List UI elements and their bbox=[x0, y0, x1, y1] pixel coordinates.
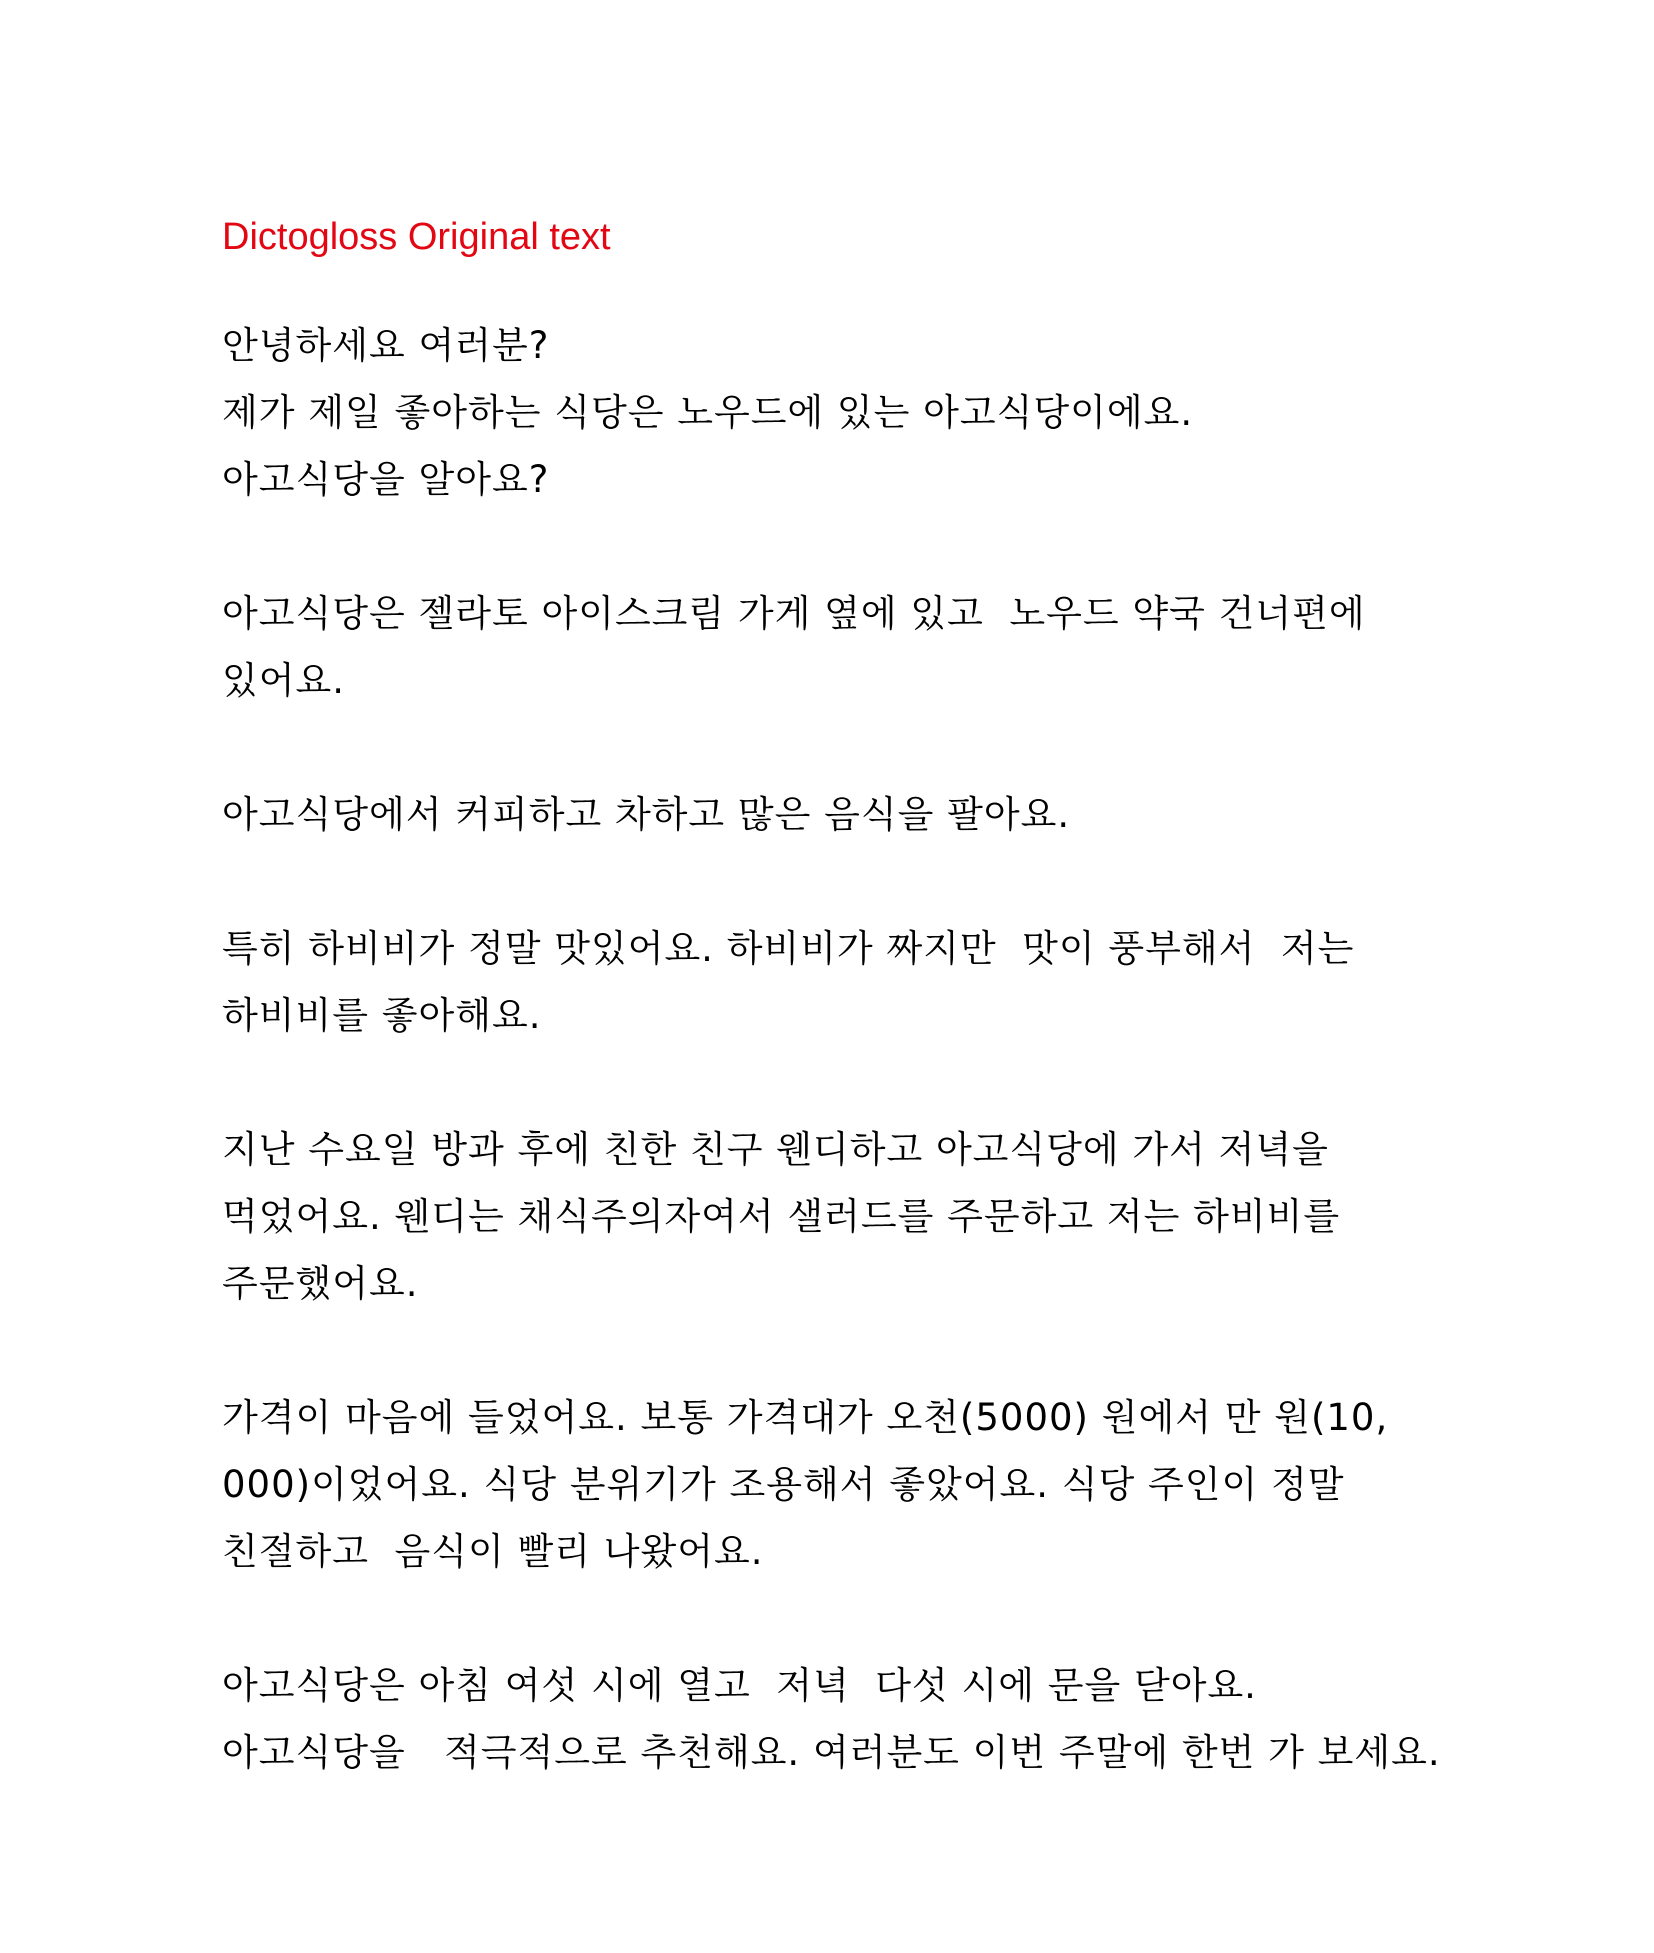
text-line: 아고식당에서 커피하고 차하고 많은 음식을 팔아요. bbox=[222, 793, 1071, 836]
paragraph-gap bbox=[222, 1049, 1562, 1116]
text-line: 주문했어요. bbox=[222, 1262, 419, 1305]
text-line: 아고식당을 알아요? bbox=[222, 458, 550, 501]
document-title: Dictogloss Original text bbox=[222, 216, 611, 258]
text-line: 제가 제일 좋아하는 식당은 노우드에 있는 아고식당이에요. bbox=[222, 391, 1194, 434]
text-line: 있어요. bbox=[222, 659, 345, 702]
paragraph bbox=[222, 580, 1562, 714]
paragraph-gap bbox=[222, 714, 1562, 781]
text-line: 아고식당은 아침 여섯 시에 열고 저녁 다섯 시에 문을 닫아요. bbox=[222, 1664, 1257, 1707]
paragraph bbox=[222, 915, 1562, 1049]
paragraph-gap bbox=[222, 848, 1562, 915]
document-body bbox=[222, 312, 1562, 1786]
text-line: 안녕하세요 여러분? bbox=[222, 324, 550, 367]
text-line: 아고식당을 적극적으로 추천해요. 여러분도 이번 주말에 한번 가 보세요. bbox=[222, 1731, 1441, 1774]
paragraph bbox=[222, 1652, 1562, 1786]
text-line: 지난 수요일 방과 후에 친한 친구 웬디하고 아고식당에 가서 저녁을 bbox=[222, 1128, 1329, 1171]
text-line: 먹었어요. 웬디는 채식주의자여서 샐러드를 주문하고 저는 하비비를 bbox=[222, 1195, 1341, 1238]
text-line: 하비비를 좋아해요. bbox=[222, 994, 542, 1037]
paragraph bbox=[222, 1384, 1562, 1585]
text-line: 아고식당은 젤라토 아이스크림 가게 옆에 있고 노우드 약국 건너편에 bbox=[222, 592, 1366, 635]
text-line: 친절하고 음식이 빨리 나왔어요. bbox=[222, 1530, 764, 1573]
text-line: 가격이 마음에 들었어요. 보통 가격대가 오천(5000) 원에서 만 원(10, bbox=[222, 1396, 1389, 1439]
paragraph bbox=[222, 781, 1562, 848]
paragraph bbox=[222, 1116, 1562, 1317]
paragraph-gap bbox=[222, 1585, 1562, 1652]
text-line: 000)이었어요. 식당 분위기가 조용해서 좋았어요. 식당 주인이 정말 bbox=[222, 1463, 1345, 1506]
paragraph-gap bbox=[222, 1317, 1562, 1384]
text-line: 특히 하비비가 정말 맛있어요. 하비비가 짜지만 맛이 풍부해서 저는 bbox=[222, 927, 1355, 970]
paragraph bbox=[222, 312, 1562, 513]
paragraph-gap bbox=[222, 513, 1562, 580]
